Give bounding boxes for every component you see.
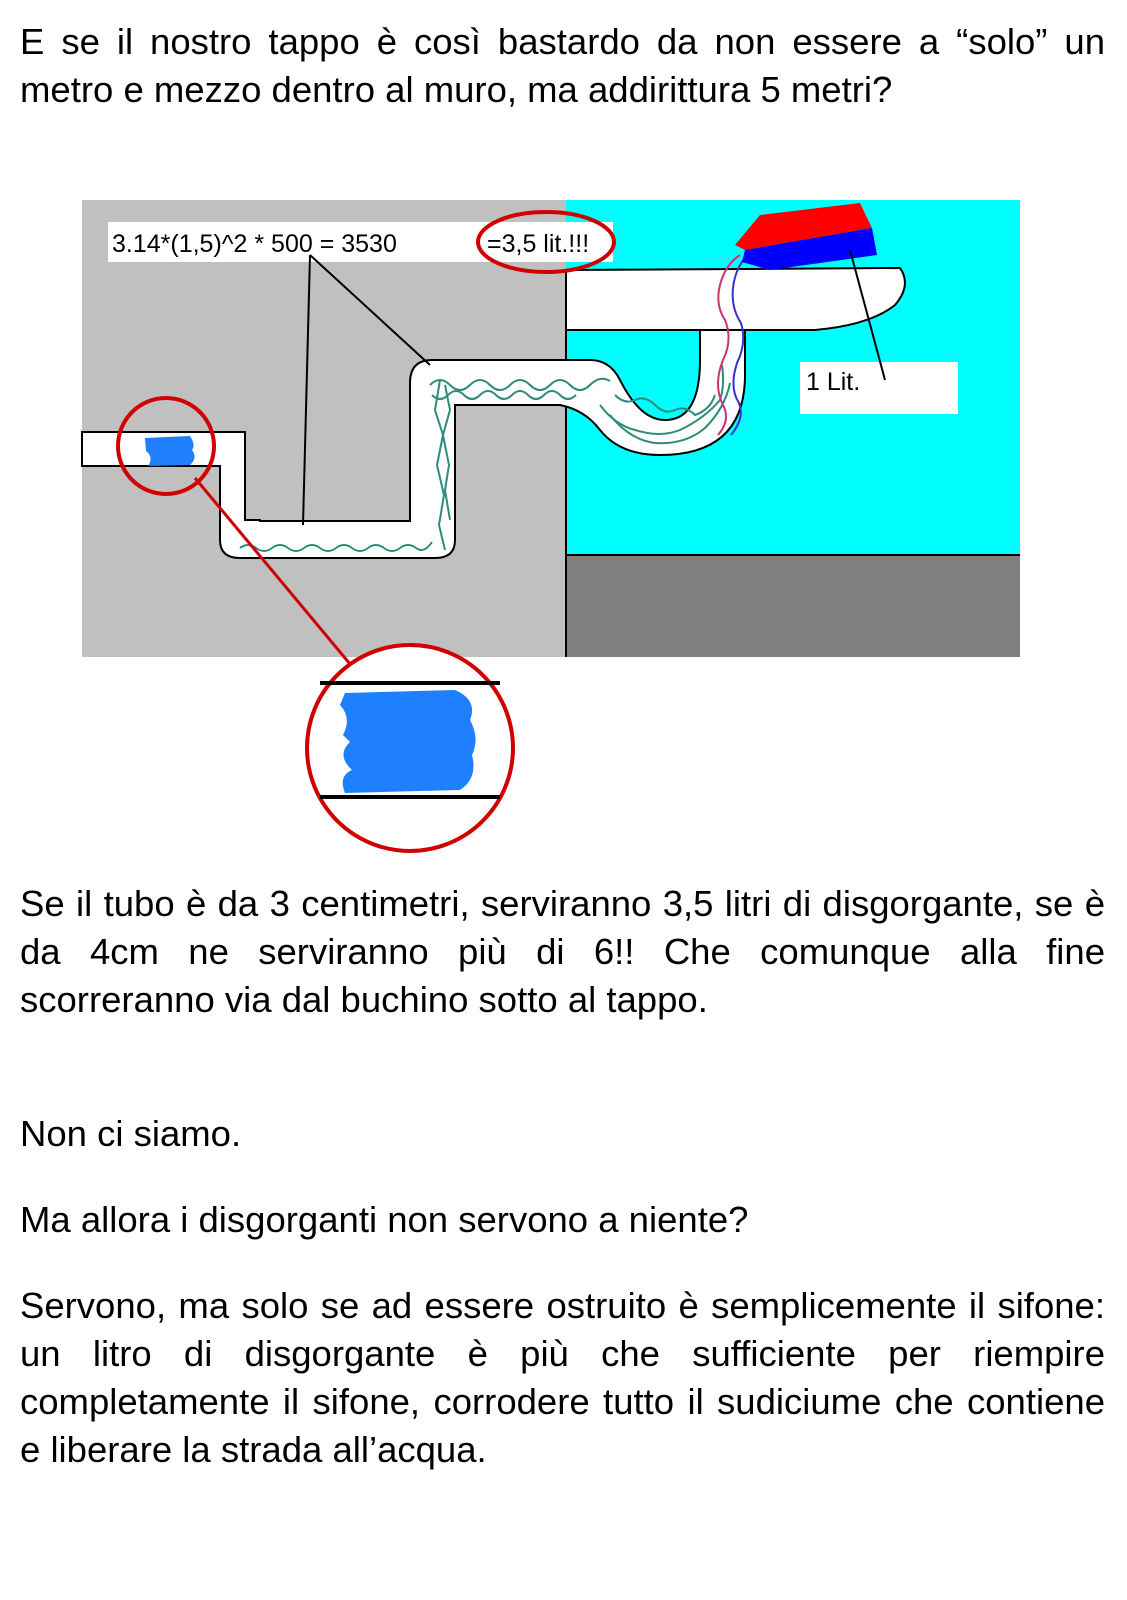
bottle-volume-label: 1 Lit. — [806, 368, 861, 396]
clog-small — [145, 436, 195, 466]
pipe-size-paragraph: Se il tubo è da 3 centimetri, serviranno 3,5 litri di disgorgante, se è da 4cm ne serviranno più di 6!! Che comunque alla fine scorreranno via dal buchino sotto al tappo. — [20, 883, 1105, 1020]
question-paragraph: Ma allora i disgorganti non servono a niente? — [20, 1199, 749, 1240]
formula-label: 3.14*(1,5)^2 * 500 = 3530 — [112, 230, 397, 258]
result-label: =3,5 lit.!!! — [487, 230, 590, 258]
intro-paragraph: E se il nostro tappo è così bastardo da non essere a “solo” un metro e mezzo dentro al muro, ma addirittura 5 metri? — [20, 21, 1105, 110]
floor-area — [566, 555, 1020, 657]
clog-zoomed — [340, 690, 476, 793]
conclusion-paragraph: Non ci siamo. — [20, 1113, 242, 1154]
answer-paragraph: Servono, ma solo se ad essere ostruito è semplicemente il sifone: un litro di disgorgante è più che sufficiente per riempire completamente il sifone, corrodere tutto il sudiciume che contiene e liberare la strada all’acqua. — [20, 1285, 1105, 1470]
